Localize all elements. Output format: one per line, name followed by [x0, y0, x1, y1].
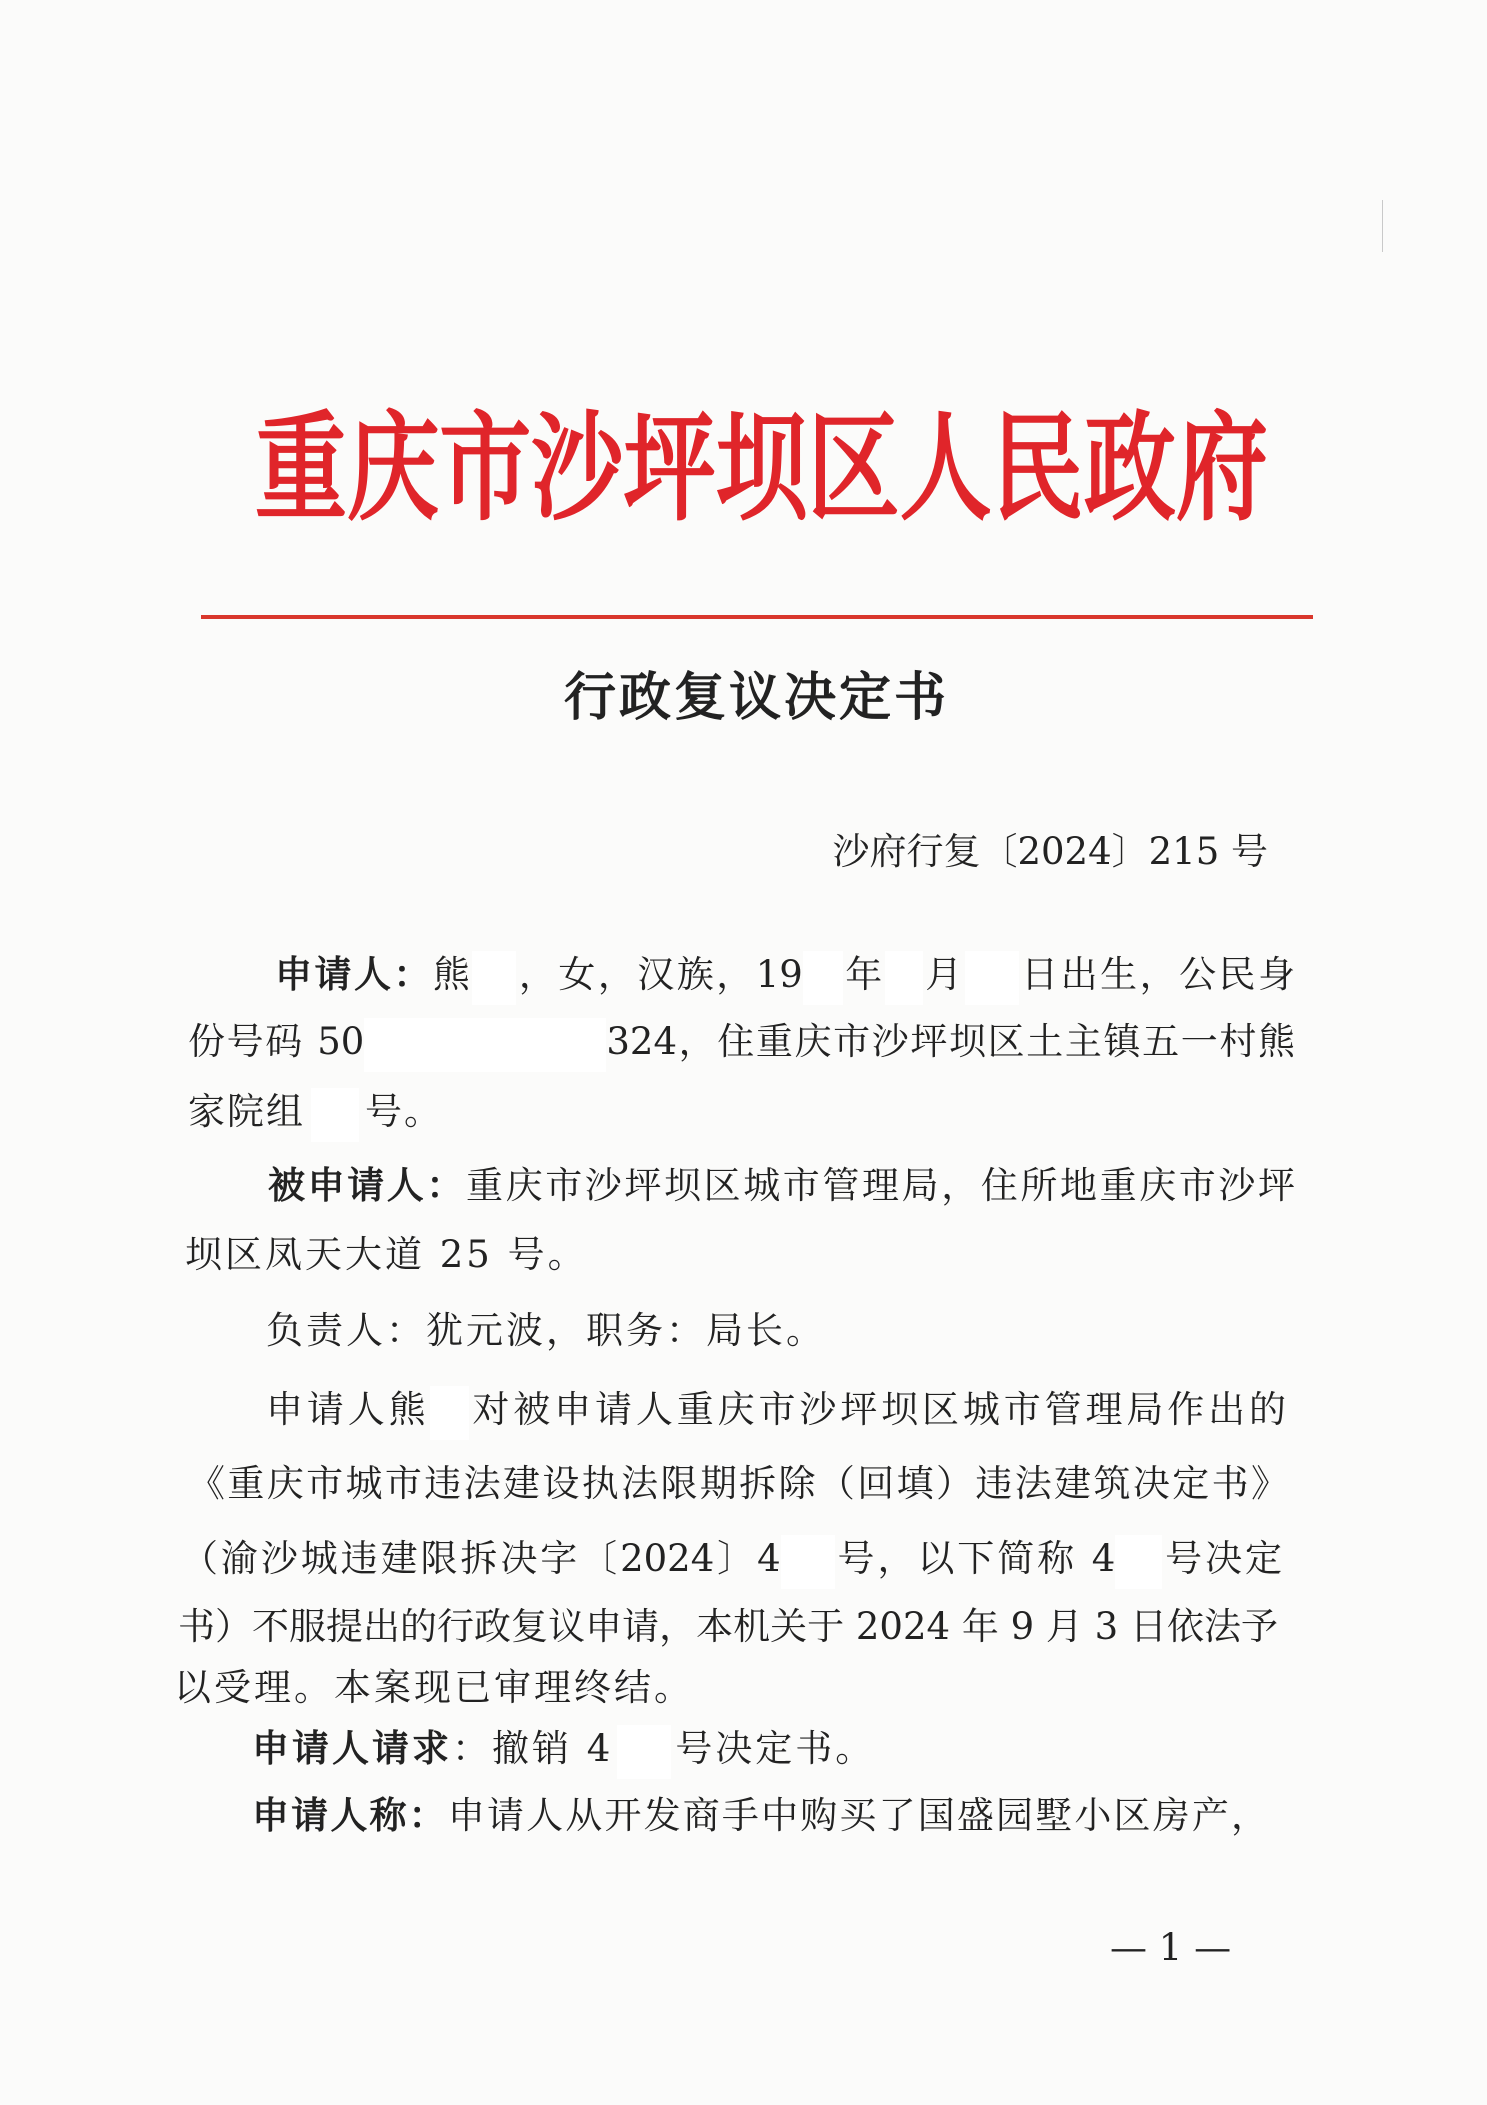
page-number: — 1 —	[1110, 1926, 1232, 1969]
applicant-text: 熊	[432, 953, 473, 996]
case-intro-line-1	[266, 1385, 1286, 1435]
claim-text: 申请人从开发商手中购买了国盛园墅小区房产，	[447, 1794, 1269, 1837]
applicant-text: 号。	[365, 1090, 443, 1133]
respondent-text: 重庆市沙坪坝区城市管理局，住所地重庆市沙坪	[466, 1164, 1295, 1207]
respondent-line-1	[268, 1161, 1295, 1211]
applicant-text: 年	[842, 953, 885, 996]
redaction-box	[472, 951, 516, 1005]
applicant-line-1	[275, 950, 1295, 1000]
redaction-box	[364, 1018, 606, 1072]
document-title: 行政复议决定书	[564, 667, 946, 728]
case-intro-text: 申请人熊	[266, 1388, 430, 1431]
scan-mark	[1382, 200, 1383, 252]
redaction-box	[430, 1386, 469, 1440]
case-intro-text: 号决定	[1162, 1537, 1283, 1580]
request-label: 申请人请求	[252, 1727, 452, 1770]
respondent-head: 负责人：犹元波，职务：局长。	[266, 1309, 826, 1352]
respondent-label: 被申请人：	[268, 1164, 466, 1207]
case-intro-line-5: 以受理。本案现已审理终结。	[174, 1666, 694, 1709]
applicant-text: 份号码 50	[188, 1020, 365, 1063]
request-text: 撤销 4	[492, 1727, 614, 1770]
applicant-text: 324，住重庆市沙坪坝区土主镇五一村熊	[606, 1020, 1296, 1063]
request-text: 号决定书。	[675, 1727, 876, 1770]
case-intro-text: 号，以下简称 4	[834, 1537, 1116, 1580]
request-colon: ：	[452, 1727, 492, 1770]
case-intro-line-2: 《重庆市城市违法建设执法限期拆除（回填）违法建筑决定书》	[188, 1462, 1288, 1505]
document-number: 沙府行复〔2024〕215 号	[832, 830, 1268, 873]
applicant-line-2	[188, 1017, 1295, 1067]
applicant-text: 月	[922, 953, 965, 996]
red-rule	[201, 615, 1313, 619]
redaction-box	[781, 1535, 835, 1589]
request-line	[252, 1724, 875, 1774]
claim-line	[252, 1791, 1268, 1841]
claim-label: 申请人称：	[252, 1794, 448, 1837]
case-intro-text: （渝沙城违建限拆决字〔2024〕4	[181, 1537, 781, 1580]
applicant-text: 日出生，公民身	[1018, 953, 1296, 996]
case-intro-line-3	[181, 1534, 1282, 1584]
redaction-box	[1115, 1535, 1162, 1589]
applicant-text: ，女，汉族，19	[516, 953, 803, 996]
redaction-box	[885, 951, 923, 1005]
applicant-label: 申请人：	[275, 953, 433, 996]
redaction-box	[617, 1725, 671, 1779]
redaction-box	[965, 951, 1019, 1005]
issuer-header: 重庆市沙坪坝区人民政府	[255, 398, 1268, 538]
redaction-box	[311, 1088, 359, 1142]
redaction-box	[803, 951, 843, 1005]
applicant-text: 家院组	[188, 1090, 305, 1133]
case-intro-line-4: 书）不服提出的行政复议申请，本机关于 2024 年 9 月 3 日依法予	[178, 1605, 1278, 1648]
case-intro-text: 对被申请人重庆市沙坪坝区城市管理局作出的	[468, 1388, 1286, 1431]
respondent-line-2: 坝区凤天大道 25 号。	[185, 1233, 588, 1276]
applicant-line-3	[188, 1087, 443, 1137]
